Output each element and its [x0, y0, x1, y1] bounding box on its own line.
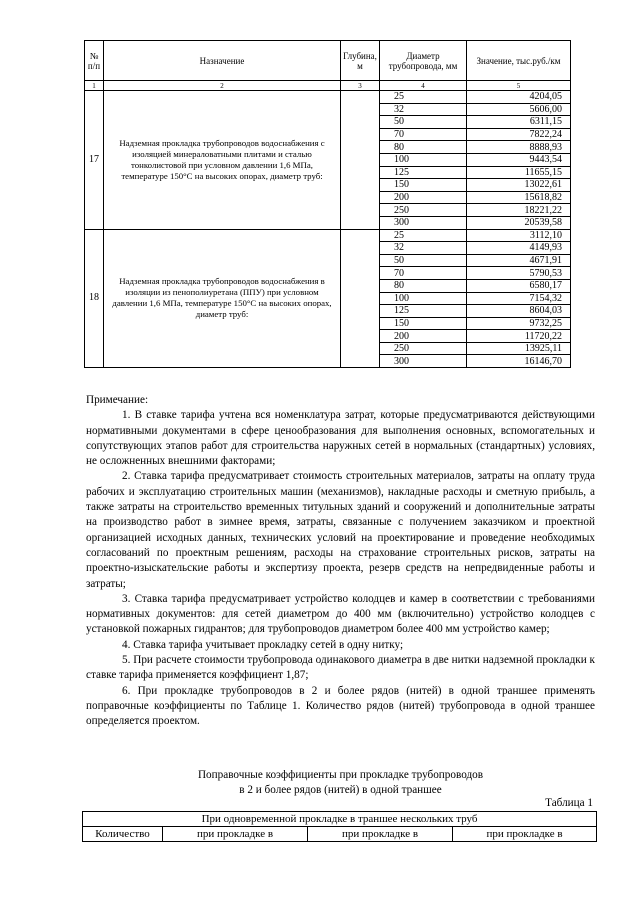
notes-heading: Примечание:: [86, 394, 149, 406]
diameter-cell: 25: [380, 229, 467, 242]
diameter-cell: 125: [380, 305, 467, 318]
note-item: 5. При расчете стоимости трубопровода одинакового диаметра в две нитки надземной прокладки к ставке тарифа применяется коэффициент 1,87;: [86, 654, 595, 682]
value-cell: 16146,70: [467, 355, 571, 368]
coef-column-header: Количество: [83, 827, 163, 842]
header-depth: Глубина, м: [341, 41, 380, 81]
tariff-table: [84, 40, 571, 368]
note-item: 1. В ставке тарифа учтена вся номенклатура затрат, которые предусматриваются действующими нормативными документами в сфере ценообразования для выполнения основных, вспомогательных и сопутствующих этапов работ для строительства наружных сетей в нормальных (стандартных) условиях, не осложненных внешними факторами;: [86, 409, 595, 468]
value-cell: 13022,61: [467, 179, 571, 192]
diameter-cell: 100: [380, 292, 467, 305]
value-cell: 8888,93: [467, 141, 571, 154]
row-number: 18: [85, 229, 104, 368]
coefficient-table: [82, 811, 597, 842]
coef-column-header: при прокладке в: [308, 827, 453, 842]
note-item: 2. Ставка тарифа предусматривает стоимость строительных материалов, затраты на оплату труда рабочих и эксплуатацию строительных машин (механизмов), накладные расходы и сметную прибыль, а также затраты на строительство временных титульных зданий и сооружений и дополнительные затраты на производство работ в зимнее время, затраты, связанные с получением заказчиком и проектной организацией исходных данных, технических условий на проектирование и проведение необходимых согласований по проектным решениям, расходы на страхование строительных рисков, затраты на проектно-изыскательские работы и экспертизу проекта, резерв средств на непредвиденные работы и затраты;: [86, 470, 595, 590]
value-cell: 8604,03: [467, 305, 571, 318]
diameter-cell: 125: [380, 166, 467, 179]
table1-caption: [86, 768, 595, 798]
diameter-cell: 70: [380, 128, 467, 141]
value-cell: 4204,05: [467, 91, 571, 104]
row-description: Надземная прокладка трубопроводов водоснабжения в изоляции из пенополиуретана (ППУ) при условном давлении 1,6 МПа, температуре 150°С на высоких опорах, диаметр труб:: [104, 229, 341, 368]
value-cell: 13925,11: [467, 342, 571, 355]
value-cell: 5606,00: [467, 103, 571, 116]
header-name: Назначение: [104, 41, 341, 81]
value-cell: 6311,15: [467, 116, 571, 129]
value-cell: 3112,10: [467, 229, 571, 242]
diameter-cell: 100: [380, 153, 467, 166]
value-cell: 7154,32: [467, 292, 571, 305]
diameter-cell: 250: [380, 342, 467, 355]
diameter-cell: 150: [380, 179, 467, 192]
column-number: 1: [85, 81, 104, 91]
diameter-cell: 150: [380, 317, 467, 330]
caption-line: в 2 и более рядов (нитей) в одной траншее: [239, 784, 442, 796]
value-cell: 20539,58: [467, 216, 571, 229]
value-cell: 15618,82: [467, 191, 571, 204]
coef-group-header: При одновременной прокладке в траншее нескольких труб: [83, 812, 597, 827]
coef-column-header: при прокладке в: [453, 827, 597, 842]
diameter-cell: 50: [380, 254, 467, 267]
value-cell: 18221,22: [467, 204, 571, 217]
note-item: 4. Ставка тарифа учитывает прокладку сетей в одну нитку;: [122, 638, 404, 651]
table-row: [85, 229, 571, 242]
diameter-cell: 25: [380, 91, 467, 104]
diameter-cell: 300: [380, 216, 467, 229]
diameter-cell: 200: [380, 330, 467, 343]
value-cell: 9443,54: [467, 153, 571, 166]
table1-label: Таблица 1: [545, 797, 593, 809]
value-cell: 9732,25: [467, 317, 571, 330]
diameter-cell: 32: [380, 242, 467, 255]
row-depth: [341, 91, 380, 230]
diameter-cell: 50: [380, 116, 467, 129]
table-row: [85, 91, 571, 104]
diameter-cell: 200: [380, 191, 467, 204]
value-cell: 11720,22: [467, 330, 571, 343]
header-value: Значение, тыс.руб./км: [467, 41, 571, 81]
value-cell: 6580,17: [467, 279, 571, 292]
row-depth: [341, 229, 380, 368]
column-number: 4: [380, 81, 467, 91]
header-number: № п/п: [85, 41, 104, 81]
diameter-cell: 70: [380, 267, 467, 280]
row-description: Надземная прокладка трубопроводов водоснабжения с изоляцией минераловатными плитами и сталью тонколистовой при условном давлении 1,6 МПа, температуре 150°С на высоких опорах, диаметр труб:: [104, 91, 341, 230]
caption-line: Поправочные коэффициенты при прокладке трубопроводов: [197, 769, 484, 781]
value-cell: 7822,24: [467, 128, 571, 141]
header-diameter: Диаметр трубопровода, мм: [380, 41, 467, 81]
value-cell: 11655,15: [467, 166, 571, 179]
diameter-cell: 250: [380, 204, 467, 217]
column-number: 5: [467, 81, 571, 91]
value-cell: 4149,93: [467, 242, 571, 255]
diameter-cell: 80: [380, 279, 467, 292]
diameter-cell: 80: [380, 141, 467, 154]
diameter-cell: 32: [380, 103, 467, 116]
value-cell: 4671,91: [467, 254, 571, 267]
notes-section: [86, 393, 595, 730]
row-number: 17: [85, 91, 104, 230]
column-number: 2: [104, 81, 341, 91]
diameter-cell: 300: [380, 355, 467, 368]
coef-column-header: при прокладке в: [163, 827, 308, 842]
note-item: 3. Ставка тарифа предусматривает устройство колодцев и камер в соответствии с требованиями нормативных документов: для сетей диаметром до 400 мм (включительно) устройство колодцев с установкой пожарных гидрантов; для трубопроводов диаметром более 400 мм устройство камер;: [86, 592, 595, 636]
note-item: 6. При прокладке трубопроводов в 2 и более рядов (нитей) в одной траншее применять поправочные коэффициенты по Таблице 1. Количество рядов (нитей) трубопровода в одной траншее определяется проектом.: [86, 684, 595, 728]
value-cell: 5790,53: [467, 267, 571, 280]
column-number: 3: [341, 81, 380, 91]
